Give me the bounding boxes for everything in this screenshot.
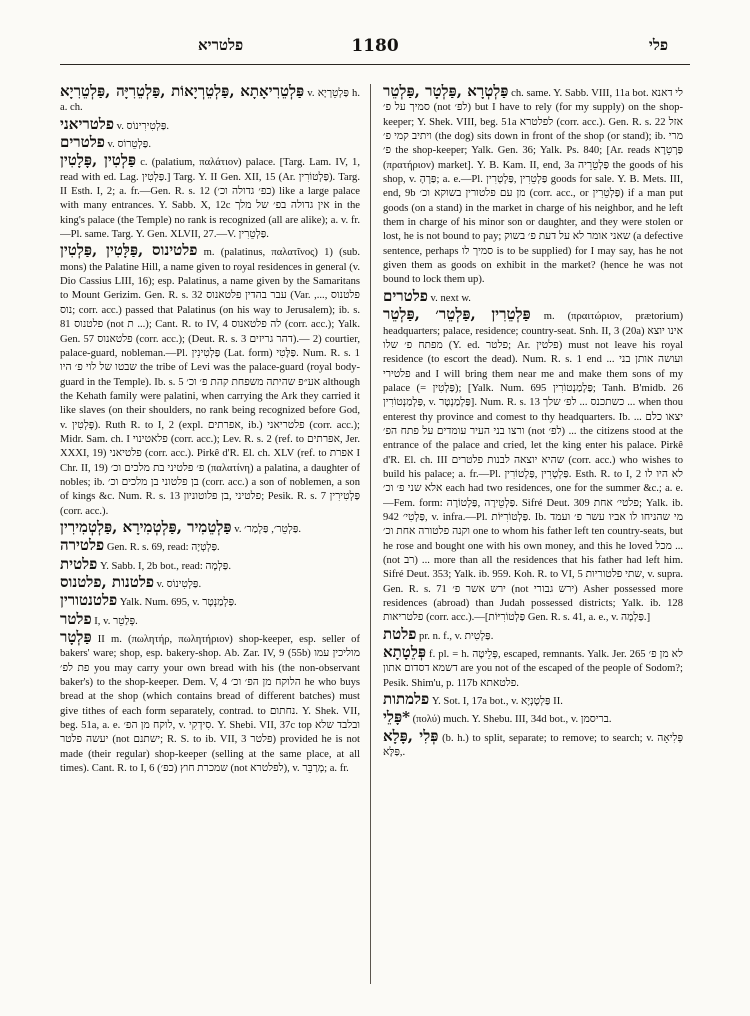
entry-headword: פלטינוס ,פַּלָּטִין ,פַּלְטִין <box>60 241 198 260</box>
entry-headword: פַּלְטֵרִין ,פַּלְטֵר׳ ,פַּלְטֵר <box>383 305 531 324</box>
entry-headword: פלטר <box>60 609 92 628</box>
left-column <box>60 84 360 984</box>
entry-headword: פַּלְטֵרִיאָתָא ,פַּלְטֵרְיָאוֹת ,פַּלְטֵרִיָּה ,פַּלְטֵרִיָא <box>60 84 305 100</box>
entry-headword: פַּלְטָר <box>60 628 92 647</box>
entry-text: f. pl. = h. פְּלֵיטָה, escaped, remnants. Yalk. Jer. 265 לא מן פ׳ דשמא דסדום אתון are you not of the escaped of the people of Sodom?; Pesik. Shim'u, p. 117b פלטאתא. <box>383 649 683 689</box>
entry-headword: פְּלֵטָתָא <box>383 643 427 662</box>
dictionary-entry <box>60 243 360 519</box>
entry-text: (πολύ) much. Y. Shebu. III, 34d bot., v. בריסמן. <box>409 714 612 726</box>
entry-headword: פַּלְטְרָא ,פַּלְטָר ,פַּלְטֵר <box>383 84 509 100</box>
dictionary-entry <box>383 710 683 727</box>
entry-headword: פלטת <box>383 624 417 643</box>
entry-headword: פלטריאני <box>60 114 114 133</box>
entry-text: v. פַּלְטֵרוֹס. <box>104 139 151 151</box>
entry-text: pr. n. f., v. פַּלְטִית. <box>416 630 494 642</box>
page-header <box>60 34 690 65</box>
dictionary-entry <box>60 630 360 776</box>
entry-text: Yalk. Num. 695, v. פַּלְמַנְטָר. <box>117 597 237 609</box>
entry-text: v. next w. <box>427 292 471 304</box>
dictionary-entry <box>60 135 360 152</box>
column-divider <box>370 84 371 984</box>
entry-text: Gen. R. s. 69, read: פַּלְטְיָה. <box>104 542 220 554</box>
entry-headword: פַּלְטֵמִיר ,פַּלְטְמִירָא ,פַּלְטְמִירִין <box>60 517 232 536</box>
dictionary-entry <box>60 517 360 537</box>
dictionary-entry <box>383 645 683 691</box>
entry-text: v. פַּלְטִירִינוֹס. <box>113 120 170 132</box>
entry-text: v. פַּלְטֵרְיָא h. a. ch. <box>60 88 360 114</box>
entry-text: II m. (πωλητήρ, πωλητήριον) shop-keeper, esp. seller of bakers' ware; shop, esp. bakery-shop. Ab. Zar. IV, 9 (55b) מוליכין עמו פת לפ׳ you may carry your own bread with his (the non-observant baker's) to the shop-keeper. Dem. V, 4 הלוקח מן הפ׳ וכ׳ he who buys bread at the shop (which contains bread of different batches) must give tithes of each form separately, contrad. to נחתום. Y. Shek. VII, beg. 51a, a. e. לוקח מן הפ׳, v. סִידְקִי. Y. Shebi. VII, 37c top ובלבד שלא יעשה פלטר (not ישתנם; R. S. to ib. VII, 3 פלטר) provided he is not made (their regular) shop-keeper (selling at the same place, at all times). Cant. R. to I, 6 (כפ׳) שמכרת חוץ (not לפלטרא), v. מְרַבֵּר; a. fr. <box>60 634 360 775</box>
dictionary-entry <box>383 692 683 709</box>
entry-text: I, v. פְּלַטֵר. <box>91 615 138 627</box>
dictionary-entry <box>383 726 683 761</box>
dictionary-entry <box>383 286 683 306</box>
page-number: 1180 <box>351 36 399 56</box>
right-column <box>383 84 683 984</box>
entry-text: Y. Sabb. I, 2b bot., read: פַּלְמָה. <box>97 560 231 572</box>
entry-headword: פלמתות <box>383 690 430 709</box>
dictionary-entry <box>60 593 360 610</box>
entry-headword: פלטנטורין <box>60 591 118 610</box>
entry-text: m. (palatinus, παλατῖνος) 1) (sub. mons) the Palatine Hill, a name given to royal residences in general (v. Dio Cassius LIII, 16); esp. Palatinus, a name given by the Samaritans to Mount Gerizim. Gen. R. s. 32 עבר בהדין פלטאנוס (Var. פלטנוס ,..., נוס; corr. acc.) passed that Palatinus (on his way to Jerusalem); ib. s. 81 פלטנוס (not ת ...); Cant. R. to IV, 4 לה פלטאנוס (corr. acc.); Yalk. Gen. 57 פלטאנוס (corr. acc.); (Deut. R. s. 3 דהר גריזים).— 2) courtier, palace-guard, nobleman.—Pl. פַּלְטִינִין (Lat. form) פַּלָּטִי. Num. R. s. 1 שבטו של לוי פ׳ היו the tribe of Levi was the palace-guard (royal body-guard in the Temple). Ib. s. 5 אע״פ שהיתה משפחת קהת פ׳ וכ׳ although the Kehath family were palatini, when carrying the Ark they carried it like slaves (on their shoulders, no rank being recognized before God, v. פָּלְטִין). Ruth R. to I, 2 (expl. אפרתים, ib.) פלטריאני (corr. acc.); Midr. Sam. ch. I פלאטינוי (corr. acc.); Lev. R. s. 2 (ref. to אפרתים, Jer. XXXI, 19) פלטיאני (corr. acc.). Pirkê d'R. El. ch. XLV (ref. to אפרת I Chr. II, 19) פ׳ פלטיני בת מלכים וכ׳ (παλατίνη) a palatina, a daughter of nobles; ib. בן פלטוני בן מלכים וכ׳ (corr. acc.) a son of noblemen, a son of kings &c. Num. R. s. 13 פלטיני ,בן פלוטוניון; Pesik. R. s. 7 פַּלְטִירִין (corr. acc.). <box>60 247 360 517</box>
entry-headword: פַּלְטִין ,פָּלָטִין <box>60 151 136 170</box>
entry-text: m. (πραιτώριον, prætorium) headquarters; palace, residence; country-seat. Snh. II, 3 (20a) אינו יוצא מפתח פ׳ שלו (Y. ed. פלטר; Ar. פלטין) must not leave his royal residence (to escort the dead). Num. R. s. 1 end ... ועושה אותן בני פלטירי and I will bring them near me and make them sons of my palace (= פַּלְטִין); [Yalk. Num. 695 פַּלְמַנְטוֹרִין; Tanh. B'midb. 26 פַּלְמַנְטוֹרִין, v. פַּלְמַנְטָר]. Num. R. s. 13 כשתכנס ... לפ׳ שלך ... when thou enterest thy province and comest to thy headquarters. Ib. יצאו כלם ... ורצו בני העיר עומדים על פתח הפ׳ (not לפ׳) ... the citizens stood at the entrance of the palace and cried, let the king enter his palace. Pirkê d'R. El. ch. III שהיא יוצאה לבנות פלטרים (corr. acc.) who wishes to build his palace; a. fr.—Pl. פַּלְטְרִין ,פַּלְטוֹרִין. Esth. R. to I, 2 לא היו לו אלא שני פ׳ וכ׳ each had two residences, one for the summer &c.; a. e.—Fem. form: פַּלְטֵירָה ,פַּלְטוֹרָה. Sifré Deut. 309 פלטי׳ אחת; Yalk. ib. 942 פַּלְטִי׳, v. infra.—Pl. פַּלְטוֹרִיּוֹת. Ib. מי שהניחו לו אביו עשר פ׳ ועמד וקנה פלטורה אחת וכ׳ one to whom his father left ten country-seats, but he rose and bought one with his own money, and this he loved מכל ... (not רב) ... more than all the residences that his father had left him. Sifré Deut. 353; Yalk. ib. 959. Koh. R. to VI, 5 שתי פלטוריות, v. supra. Gen. R. s. 71 ירש אשר פ׳ (not ירש גבורי) Asher possessed more residences (abroad) than Judah possessed districts; Yalk. ib. 128 פלטריאות (corr. acc.).—[פַּלְטוֹרִיּוֹת Gen. R. s. 41, a. e., v. פַּלְמָה.] <box>383 311 683 624</box>
entry-headword: פלטנות ,פלטנוס <box>60 573 155 591</box>
dictionary-entry <box>60 538 360 555</box>
dictionary-entry <box>383 307 683 626</box>
entry-headword: פְּלִי ,פָּלָא <box>383 726 439 745</box>
entry-headword: *פָּלֵי <box>383 708 410 727</box>
dictionary-entry <box>383 84 683 288</box>
dictionary-entry <box>60 114 360 134</box>
entry-headword: פלטירה <box>60 536 105 555</box>
entry-headword: פלטרים <box>60 133 105 152</box>
entry-text: c. (palatium, παλάτιον) palace. [Targ. Lam. IV, 1, read with ed. Lag. פַּלְטִין.] Targ. Y. II Gen. XII, 15 (Ar. פַּלְטוֹרִין). Targ. II Esth. I, 2; a. fr.—Gen. R. s. 12 (כפ׳ גדולה וכ׳) like a large palace with many entrances. Y. Sabb. X, 12c אין גדולה בפ׳ של מלך in the king's palace (the Temple) no rank is recognized (all are alike); a. v. fr.—Pl. same. Targ. Y. Gen. XLVII, 27.—V. פַּלְטֵרִין. <box>60 157 360 241</box>
header-left-word: פלטריא <box>198 36 244 54</box>
dictionary-entry <box>60 153 360 242</box>
dictionary-entry <box>383 624 683 644</box>
header-right-word: פלי <box>648 36 668 54</box>
entry-text: Y. Sot. I, 17a bot., v. פַּלְטָנְיָא II. <box>429 696 563 708</box>
entry-headword: פלטרים <box>383 286 428 305</box>
dictionary-entry <box>60 609 360 629</box>
dictionary-entry <box>60 575 360 592</box>
dictionary-entry <box>60 554 360 574</box>
dictionary-entry <box>60 84 360 116</box>
entry-text: (b. h.) to split, separate; to remove; to search; v. פְּלִיאָה ,פַּלָּא. <box>383 732 683 759</box>
entry-text: v. פַּלְטֵר׳, פַּלְמַר׳. <box>231 523 302 535</box>
entry-text: v. פַּלְטִינוֹס. <box>154 579 202 590</box>
entry-headword: פלטית <box>60 554 98 573</box>
entry-text: ch. same. Y. Sabb. VIII, 11a bot. לי דאנא סמיך על פ׳ (not לפ׳) but I have to rely (for my supply) on the shop-keeper; Y. Shek. VIII, beg. 51a לפלטרא (corr. acc.). Gen. R. s. 22 אזל ויתיב קמי פ׳ (the dog) sits down in front of the shop (or stand); ib. מרי פ׳ the shop-keeper; Yalk. Gen. 36; Yalk. Ps. 840; [Ar. reads פַּרְטֵרָא (πρατήριον) market]. Y. B. Kam. II, end, 3a פַּלְטֵרֵיה the goods of his shop, v. פַּרְהָ; a. e.—Pl. פַּלְטֵרִין ,פַּלְטְרִין goods for sale. Y. B. Mets. III, end, 9b מן עם פלטורין בשוקא וכ׳ (corr. acc., or פַּלְטֵרִין) if a man put goods (on a stand) in the market in charge of his neighbor, and he left them in charge of his minor son or daughter, and they were stolen or lost, he is not bound to pay; שאני אומר לא על דעת פ׳ בשוק (a defective sentence, perhaps סמיך לו is to be supplied) for I may say, has he not given them as goods on exhibit in the market? (hence he was not bound to lock them up). <box>383 88 683 286</box>
